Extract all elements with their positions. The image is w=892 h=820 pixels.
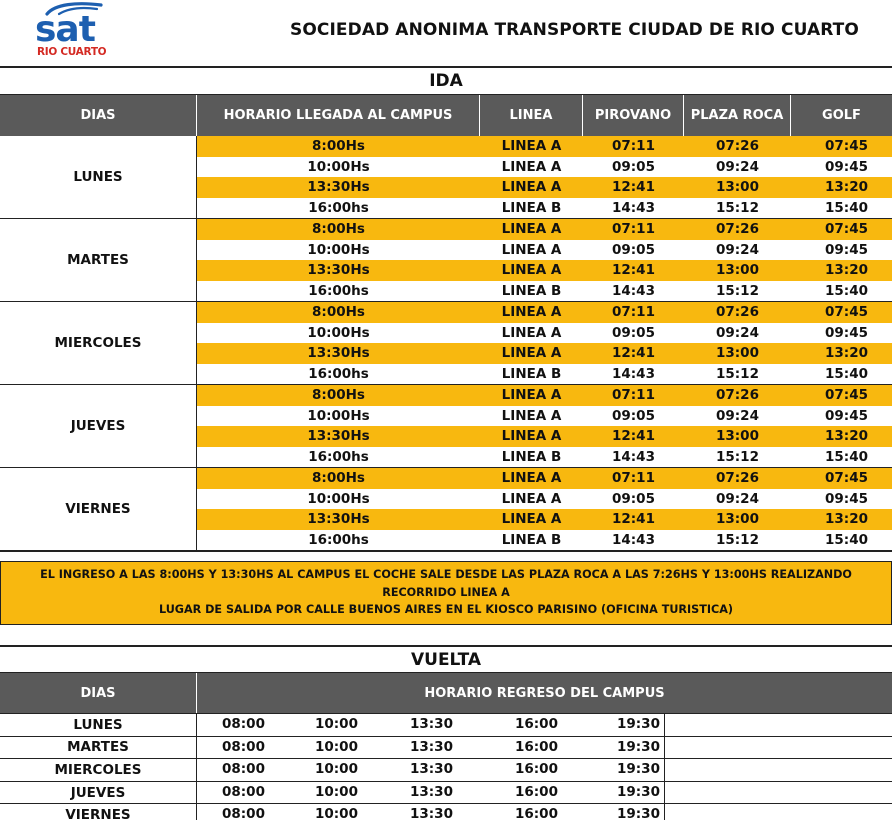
- cell-pirovano: 12:41: [612, 262, 655, 279]
- col-header-horario-regreso: HORARIO REGRESO DEL CAMPUS: [424, 685, 665, 701]
- return-time: 10:00: [315, 738, 358, 755]
- cell-plaza-roca: 15:12: [716, 365, 759, 382]
- return-time: 19:30: [617, 716, 660, 732]
- cell-golf: 09:45: [825, 407, 868, 424]
- cell-horario: 10:00Hs: [307, 490, 370, 507]
- company-title: SOCIEDAD ANONIMA TRANSPORTE CIUDAD DE RIO CUARTO: [290, 20, 859, 40]
- table-row: [197, 281, 892, 302]
- cell-plaza-roca: 09:24: [716, 158, 759, 175]
- col-header-golf: GOLF: [822, 108, 861, 123]
- table-row: [0, 713, 892, 736]
- return-time: 16:00: [515, 716, 558, 732]
- cell-pirovano: 14:43: [612, 531, 655, 548]
- day-label: VIERNES: [0, 804, 197, 820]
- return-time: 08:00: [222, 783, 265, 800]
- cell-plaza-roca: 07:26: [716, 470, 759, 487]
- col-header-linea: LINEA: [480, 95, 583, 136]
- cell-plaza-roca: 09:24: [716, 241, 759, 258]
- cell-pirovano: 09:05: [612, 158, 655, 175]
- ida-table-body: [0, 136, 892, 550]
- cell-linea: LINEA A: [501, 470, 562, 487]
- return-time: 13:30: [410, 738, 453, 755]
- cell-plaza-roca: 07:26: [716, 387, 759, 404]
- cell-pirovano: 12:41: [612, 345, 655, 362]
- cell-pirovano: 07:11: [612, 138, 655, 155]
- cell-linea: LINEA A: [501, 490, 562, 507]
- cell-pirovano: 09:05: [612, 490, 655, 507]
- cell-pirovano: 12:41: [612, 179, 655, 196]
- column-divider: [664, 782, 665, 804]
- cell-linea: LINEA A: [501, 407, 562, 424]
- vuelta-table: [0, 645, 892, 820]
- day-rows: [197, 385, 892, 467]
- cell-horario: 10:00Hs: [307, 158, 370, 175]
- return-time: 08:00: [222, 806, 265, 820]
- table-row: [197, 157, 892, 178]
- cell-horario: 16:00hs: [308, 282, 369, 299]
- day-label: JUEVES: [0, 385, 197, 467]
- cell-horario: 10:00Hs: [307, 407, 370, 424]
- cell-linea: LINEA A: [501, 158, 562, 175]
- cell-linea: LINEA B: [501, 282, 562, 299]
- cell-plaza-roca: 13:00: [716, 511, 759, 528]
- table-row: [197, 468, 892, 489]
- return-times: [197, 759, 892, 781]
- cell-pirovano: 09:05: [612, 241, 655, 258]
- cell-horario: 8:00Hs: [312, 221, 365, 238]
- cell-linea: LINEA B: [501, 448, 562, 465]
- cell-horario: 16:00hs: [308, 199, 369, 216]
- sat-logo: [33, 2, 117, 62]
- cell-horario: 16:00hs: [308, 365, 369, 382]
- vuelta-title: VUELTA: [0, 647, 892, 673]
- cell-pirovano: 07:11: [612, 221, 655, 238]
- cell-golf: 13:20: [825, 345, 868, 362]
- cell-linea: LINEA A: [501, 221, 562, 238]
- cell-horario: 13:30Hs: [307, 262, 370, 279]
- table-row: [197, 385, 892, 406]
- day-rows: [197, 136, 892, 218]
- table-row: [197, 136, 892, 157]
- return-time: 19:30: [617, 806, 660, 820]
- cell-horario: 10:00Hs: [307, 324, 370, 341]
- cell-linea: LINEA A: [501, 241, 562, 258]
- cell-horario: 10:00Hs: [307, 241, 370, 258]
- cell-horario: 16:00hs: [308, 531, 369, 548]
- cell-golf: 15:40: [825, 531, 868, 548]
- table-row: [197, 240, 892, 261]
- cell-pirovano: 07:11: [612, 470, 655, 487]
- day-rows: [197, 219, 892, 301]
- cell-golf: 07:45: [825, 470, 868, 487]
- col-header-horario: HORARIO LLEGADA AL CAMPUS: [197, 95, 480, 136]
- cell-linea: LINEA A: [501, 324, 562, 341]
- return-times: [197, 714, 892, 736]
- return-time: 10:00: [315, 716, 358, 732]
- return-time: 10:00: [315, 783, 358, 800]
- cell-linea: LINEA A: [501, 511, 562, 528]
- cell-linea: LINEA B: [501, 199, 562, 216]
- return-time: 16:00: [515, 783, 558, 800]
- cell-pirovano: 07:11: [612, 387, 655, 404]
- vuelta-table-header: [0, 673, 892, 713]
- cell-golf: 13:20: [825, 262, 868, 279]
- vuelta-table-body: [0, 713, 892, 820]
- cell-golf: 15:40: [825, 448, 868, 465]
- cell-golf: 09:45: [825, 241, 868, 258]
- cell-linea: LINEA B: [501, 365, 562, 382]
- return-time: 19:30: [617, 783, 660, 800]
- table-row: [0, 758, 892, 781]
- cell-pirovano: 09:05: [612, 407, 655, 424]
- cell-horario: 16:00hs: [308, 448, 369, 465]
- cell-pirovano: 12:41: [612, 511, 655, 528]
- day-label: MARTES: [0, 219, 197, 301]
- cell-linea: LINEA A: [501, 262, 562, 279]
- return-time: 08:00: [222, 716, 265, 732]
- table-row: [0, 736, 892, 759]
- day-block: [0, 301, 892, 384]
- table-row: [197, 343, 892, 364]
- cell-plaza-roca: 09:24: [716, 324, 759, 341]
- cell-plaza-roca: 09:24: [716, 490, 759, 507]
- cell-linea: LINEA A: [501, 138, 562, 155]
- cell-pirovano: 12:41: [612, 428, 655, 445]
- column-divider: [664, 714, 665, 736]
- day-block: [0, 218, 892, 301]
- ida-table-header: [0, 95, 892, 136]
- cell-linea: LINEA A: [501, 179, 562, 196]
- table-row: [197, 177, 892, 198]
- cell-golf: 09:45: [825, 158, 868, 175]
- table-row: [197, 323, 892, 344]
- cell-horario: 13:30Hs: [307, 345, 370, 362]
- cell-pirovano: 14:43: [612, 448, 655, 465]
- cell-plaza-roca: 15:12: [716, 448, 759, 465]
- day-label: LUNES: [0, 714, 197, 736]
- ida-table: [0, 66, 892, 552]
- return-time: 13:30: [410, 716, 453, 732]
- cell-linea: LINEA A: [501, 428, 562, 445]
- table-row: [197, 260, 892, 281]
- table-row: [197, 406, 892, 427]
- cell-golf: 07:45: [825, 387, 868, 404]
- day-label: VIERNES: [0, 468, 197, 550]
- cell-golf: 15:40: [825, 365, 868, 382]
- table-row: [197, 447, 892, 468]
- note-line-2: RECORRIDO LINEA A: [382, 585, 510, 599]
- info-note: [0, 561, 892, 625]
- cell-linea: LINEA A: [501, 387, 562, 404]
- return-times: [197, 804, 892, 820]
- cell-plaza-roca: 07:26: [716, 304, 759, 321]
- return-time: 08:00: [222, 761, 265, 778]
- logo-subtitle: RIO CUARTO: [37, 46, 107, 58]
- cell-plaza-roca: 15:12: [716, 199, 759, 216]
- page-header: [0, 0, 892, 66]
- col-header-plaza-roca: PLAZA ROCA: [684, 95, 791, 136]
- cell-golf: 09:45: [825, 324, 868, 341]
- cell-golf: 13:20: [825, 511, 868, 528]
- return-time: 13:30: [410, 761, 453, 778]
- return-time: 16:00: [515, 738, 558, 755]
- day-label: LUNES: [0, 136, 197, 218]
- cell-plaza-roca: 13:00: [716, 262, 759, 279]
- day-block: [0, 467, 892, 550]
- cell-golf: 07:45: [825, 221, 868, 238]
- return-time: 13:30: [410, 783, 453, 800]
- cell-pirovano: 14:43: [612, 365, 655, 382]
- day-rows: [197, 468, 892, 550]
- table-row: [197, 509, 892, 530]
- return-time: 10:00: [315, 761, 358, 778]
- cell-horario: 13:30Hs: [307, 511, 370, 528]
- cell-golf: 15:40: [825, 199, 868, 216]
- column-divider: [664, 737, 665, 759]
- cell-linea: LINEA A: [501, 345, 562, 362]
- logo-text: sat: [35, 9, 95, 50]
- cell-plaza-roca: 13:00: [716, 179, 759, 196]
- col-header-dias: DIAS: [0, 673, 197, 713]
- table-row: [197, 219, 892, 240]
- table-row: [197, 489, 892, 510]
- cell-pirovano: 09:05: [612, 324, 655, 341]
- table-row: [197, 198, 892, 219]
- return-time: 16:00: [515, 761, 558, 778]
- cell-golf: 07:45: [825, 304, 868, 321]
- cell-horario: 8:00Hs: [312, 138, 365, 155]
- day-block: [0, 384, 892, 467]
- cell-plaza-roca: 13:00: [716, 428, 759, 445]
- cell-pirovano: 14:43: [612, 199, 655, 216]
- cell-plaza-roca: 15:12: [716, 531, 759, 548]
- return-time: 08:00: [222, 738, 265, 755]
- col-header-dias: DIAS: [0, 95, 197, 136]
- ida-title: IDA: [0, 68, 892, 95]
- cell-plaza-roca: 07:26: [716, 138, 759, 155]
- column-divider: [664, 759, 665, 781]
- cell-golf: 13:20: [825, 428, 868, 445]
- col-header-pirovano: PIROVANO: [583, 95, 684, 136]
- day-label: MIERCOLES: [0, 302, 197, 384]
- return-times: [197, 737, 892, 759]
- cell-golf: 07:45: [825, 138, 868, 155]
- cell-horario: 8:00Hs: [312, 304, 365, 321]
- return-time: 10:00: [315, 806, 358, 820]
- day-label: JUEVES: [0, 782, 197, 804]
- cell-pirovano: 14:43: [612, 282, 655, 299]
- cell-plaza-roca: 07:26: [716, 221, 759, 238]
- return-time: 16:00: [515, 806, 558, 820]
- cell-plaza-roca: 09:24: [716, 407, 759, 424]
- cell-golf: 13:20: [825, 179, 868, 196]
- day-block: [0, 136, 892, 218]
- table-row: [0, 781, 892, 804]
- day-label: MARTES: [0, 737, 197, 759]
- cell-horario: 13:30Hs: [307, 179, 370, 196]
- cell-pirovano: 07:11: [612, 304, 655, 321]
- note-line-1: EL INGRESO A LAS 8:00HS Y 13:30HS AL CAMPUS EL COCHE SALE DESDE LAS PLAZA ROCA A LAS 7:26HS Y 13:00HS REALIZANDO: [40, 568, 852, 581]
- note-line-3: LUGAR DE SALIDA POR CALLE BUENOS AIRES EN EL KIOSCO PARISINO (OFICINA TURISTICA): [158, 603, 734, 616]
- column-divider: [664, 804, 665, 820]
- day-label: MIERCOLES: [0, 759, 197, 781]
- table-row: [197, 302, 892, 323]
- table-row: [0, 803, 892, 820]
- table-row: [197, 364, 892, 385]
- cell-golf: 15:40: [825, 282, 868, 299]
- return-times: [197, 782, 892, 804]
- cell-horario: 8:00Hs: [312, 387, 365, 404]
- cell-golf: 09:45: [825, 490, 868, 507]
- return-time: 13:30: [410, 806, 453, 820]
- table-row: [197, 426, 892, 447]
- cell-plaza-roca: 15:12: [716, 282, 759, 299]
- day-rows: [197, 302, 892, 384]
- return-time: 19:30: [617, 761, 660, 778]
- return-time: 19:30: [617, 738, 660, 755]
- cell-horario: 13:30Hs: [307, 428, 370, 445]
- table-row: [197, 530, 892, 551]
- cell-plaza-roca: 13:00: [716, 345, 759, 362]
- cell-linea: LINEA B: [501, 531, 562, 548]
- cell-horario: 8:00Hs: [312, 470, 365, 487]
- cell-linea: LINEA A: [501, 304, 562, 321]
